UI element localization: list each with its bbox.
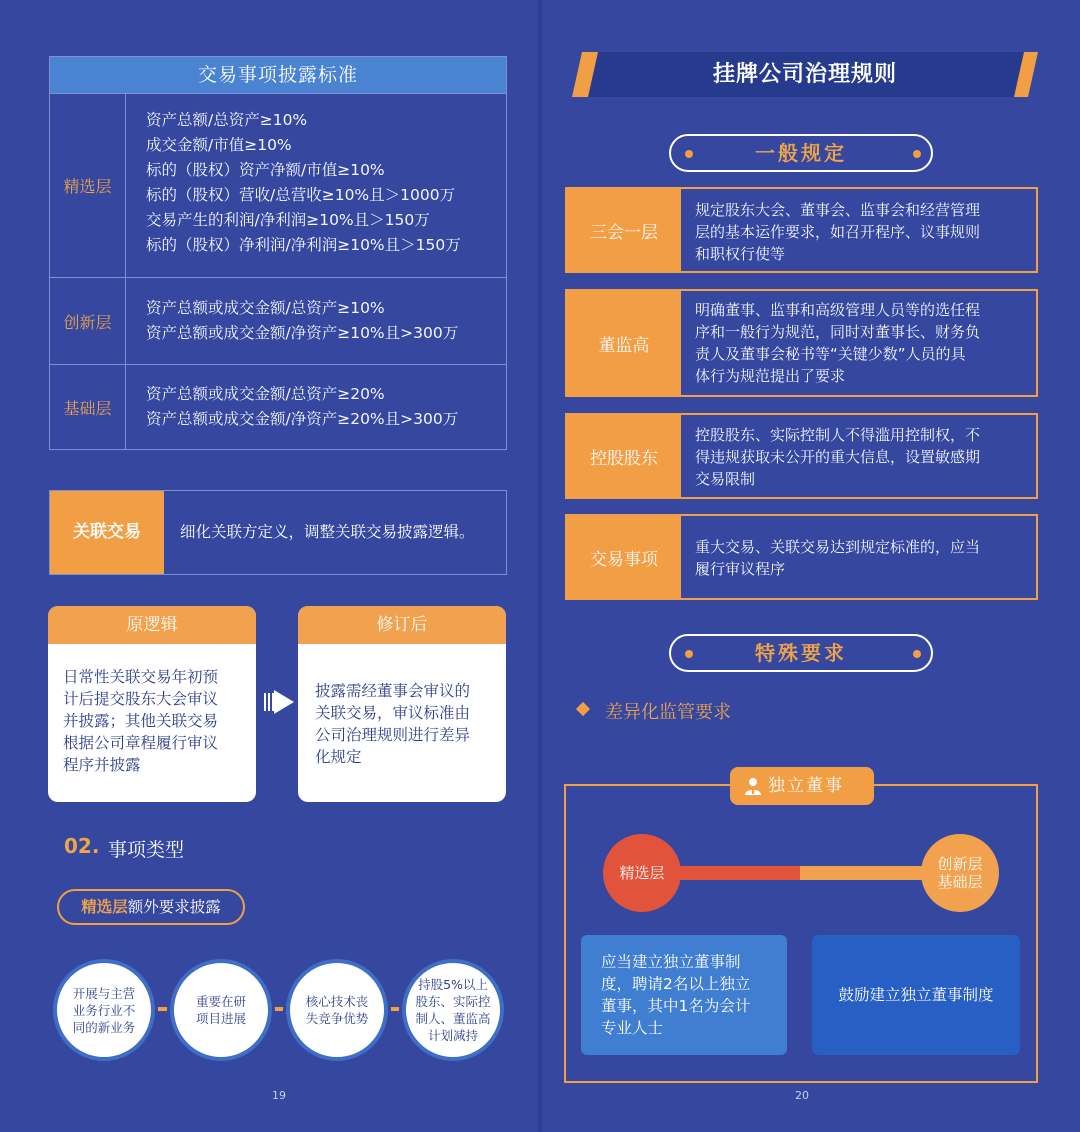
criteria-line: 资产总额或成交金额/净资产≥20%且>300万 — [146, 410, 459, 428]
card-line: 化规定 — [315, 748, 362, 766]
section-title: 事项类型 — [108, 839, 185, 861]
rule-row — [565, 413, 1038, 499]
card-line: 根据公司章程履行审议 — [63, 734, 219, 752]
rule-line: 控股股东、实际控制人不得滥用控制权，不 — [695, 426, 981, 444]
tier-label: 精选层 — [50, 94, 126, 277]
rule-row — [565, 187, 1038, 273]
circle-line: 持股5%以上 — [418, 977, 488, 992]
criteria-line: 资产总额或成交金额/净资产≥10%且>300万 — [146, 324, 459, 342]
heading-text: 一般规定 — [755, 141, 847, 165]
rule-line: 责人及董事会秘书等“关键少数”人员的具 — [695, 345, 966, 363]
item-circle — [402, 959, 504, 1061]
tier-bar-orange — [800, 866, 940, 880]
criteria-line: 资产总额/总资产≥10% — [146, 111, 308, 129]
original-logic-card — [48, 606, 256, 802]
criteria-line: 资产总额或成交金额/总资产≥20% — [146, 385, 385, 403]
arrow-right-icon — [274, 690, 294, 714]
card-line: 披露需经董事会审议的 — [315, 682, 471, 700]
card-line: 程序并披露 — [63, 756, 141, 774]
criteria-line: 标的（股权）营收/总营收≥10%且＞1000万 — [146, 186, 456, 204]
card-body — [315, 680, 497, 768]
table-row-basic — [50, 364, 506, 449]
heading-text: 特殊要求 — [755, 641, 847, 665]
rule-line: 重大交易、关联交易达到规定标准的，应当 — [695, 538, 981, 556]
rule-line: 履行审议程序 — [695, 560, 786, 578]
criteria-line: 交易产生的利润/净利润≥10%且＞150万 — [146, 211, 430, 229]
rule-text — [695, 299, 1025, 387]
circle-line: 核心技术丧 — [305, 994, 369, 1009]
circle-line: 同的新业务 — [72, 1019, 136, 1035]
card-body — [63, 666, 245, 776]
criteria-line: 标的（股权）净利润/净利润≥10%且＞150万 — [146, 236, 461, 254]
card-title: 修订后 — [298, 606, 506, 644]
rule-line: 规定股东大会、董事会、监事会和经营管理 — [695, 201, 981, 219]
criteria-lines — [146, 296, 458, 346]
innovation-basic-ball — [921, 834, 999, 912]
ball-line: 基础层 — [937, 873, 983, 891]
rule-tag: 三会一层 — [567, 189, 681, 271]
select-tier-ball: 精选层 — [603, 834, 681, 912]
innovation-basic-requirement — [812, 935, 1020, 1055]
section-number: 02. — [64, 834, 100, 858]
pill-text: 额外要求披露 — [127, 898, 221, 916]
user-icon — [744, 777, 762, 795]
rule-text — [695, 424, 1025, 490]
card-line: 计后提交股东大会审议 — [63, 690, 219, 708]
select-tier-requirement — [581, 935, 787, 1055]
independent-director-title: 独立董事 — [768, 776, 844, 796]
banner-title: 挂牌公司治理规则 — [712, 62, 897, 87]
page-number: 19 — [272, 1089, 286, 1102]
circle-line: 失竞争优势 — [305, 1011, 369, 1026]
card-line: 公司治理规则进行差异 — [315, 726, 471, 744]
circle-line: 计划减持 — [427, 1028, 478, 1043]
requirement-text: 鼓励建立独立董事制度 — [838, 986, 994, 1004]
tier-label: 基础层 — [50, 365, 126, 449]
criteria-line: 成交金额/市值≥10% — [146, 136, 292, 154]
rule-tag: 控股股东 — [567, 415, 681, 497]
criteria-line: 资产总额或成交金额/总资产≥10% — [146, 299, 385, 317]
item-circle — [170, 959, 272, 1061]
page-spine — [538, 0, 542, 1132]
page-number: 20 — [795, 1089, 809, 1102]
revised-logic-card — [298, 606, 506, 802]
requirement-line: 应当建立独立董事制 — [601, 953, 741, 971]
rule-row — [565, 514, 1038, 600]
rule-tag: 交易事项 — [567, 516, 681, 598]
related-transaction-box — [49, 490, 507, 575]
card-title: 原逻辑 — [48, 606, 256, 644]
item-circle — [53, 959, 155, 1061]
rule-line: 得违规获取未公开的重大信息，设置敏感期 — [695, 448, 981, 466]
rule-line: 和职权行使等 — [695, 245, 786, 263]
rule-line: 交易限制 — [695, 470, 756, 488]
related-transaction-tag: 关联交易 — [50, 491, 164, 574]
card-line: 并披露；其他关联交易 — [63, 712, 219, 730]
general-rules-heading — [669, 134, 933, 172]
circle-line: 项目进展 — [195, 1011, 246, 1026]
table-row-select — [50, 93, 506, 277]
criteria-line: 标的（股权）资产净额/市值≥10% — [146, 161, 385, 179]
circle-line: 股东、实际控 — [415, 994, 491, 1009]
criteria-lines — [146, 382, 458, 432]
tier-label: 创新层 — [50, 278, 126, 364]
card-line: 日常性关联交易年初预 — [63, 668, 219, 686]
special-requirements-heading — [669, 634, 933, 672]
rule-line: 层的基本运作要求，如召开程序、议事规则 — [695, 223, 981, 241]
table-title: 交易事项披露标准 — [50, 57, 506, 93]
select-tier-pill — [57, 889, 245, 925]
pill-highlight: 精选层 — [81, 898, 128, 916]
circle-line: 开展与主营 — [72, 985, 136, 1001]
rule-line: 体行为规范提出了要求 — [695, 367, 846, 385]
ball-line: 创新层 — [937, 855, 983, 873]
requirement-line: 专业人士 — [601, 1019, 664, 1037]
rule-line: 序和一般行为规范，同时对董事长、财务负 — [695, 323, 981, 341]
rule-text — [695, 199, 1025, 265]
disclosure-standard-table — [49, 56, 507, 450]
diff-regulation-label: 差异化监管要求 — [605, 702, 731, 723]
related-transaction-text: 细化关联方定义，调整关联交易披露逻辑。 — [180, 523, 475, 541]
arrow-bars-icon — [264, 693, 274, 711]
rule-text — [695, 536, 1025, 580]
criteria-lines — [146, 108, 461, 258]
rule-row — [565, 289, 1038, 397]
card-line: 关联交易，审议标准由 — [315, 704, 471, 722]
requirement-line: 董事，其中1名为会计 — [601, 997, 751, 1015]
diamond-bullet-icon — [576, 702, 590, 716]
table-row-innovation — [50, 277, 506, 364]
requirement-line: 度，聘请2名以上独立 — [601, 975, 751, 993]
circle-line: 业务行业不 — [72, 1002, 136, 1018]
item-circle — [286, 959, 388, 1061]
circle-line: 制人、董监高 — [415, 1011, 491, 1026]
rule-line: 明确董事、监事和高级管理人员等的选任程 — [695, 301, 981, 319]
rule-tag: 董监高 — [567, 291, 681, 395]
circle-line: 重要在研 — [195, 994, 246, 1009]
